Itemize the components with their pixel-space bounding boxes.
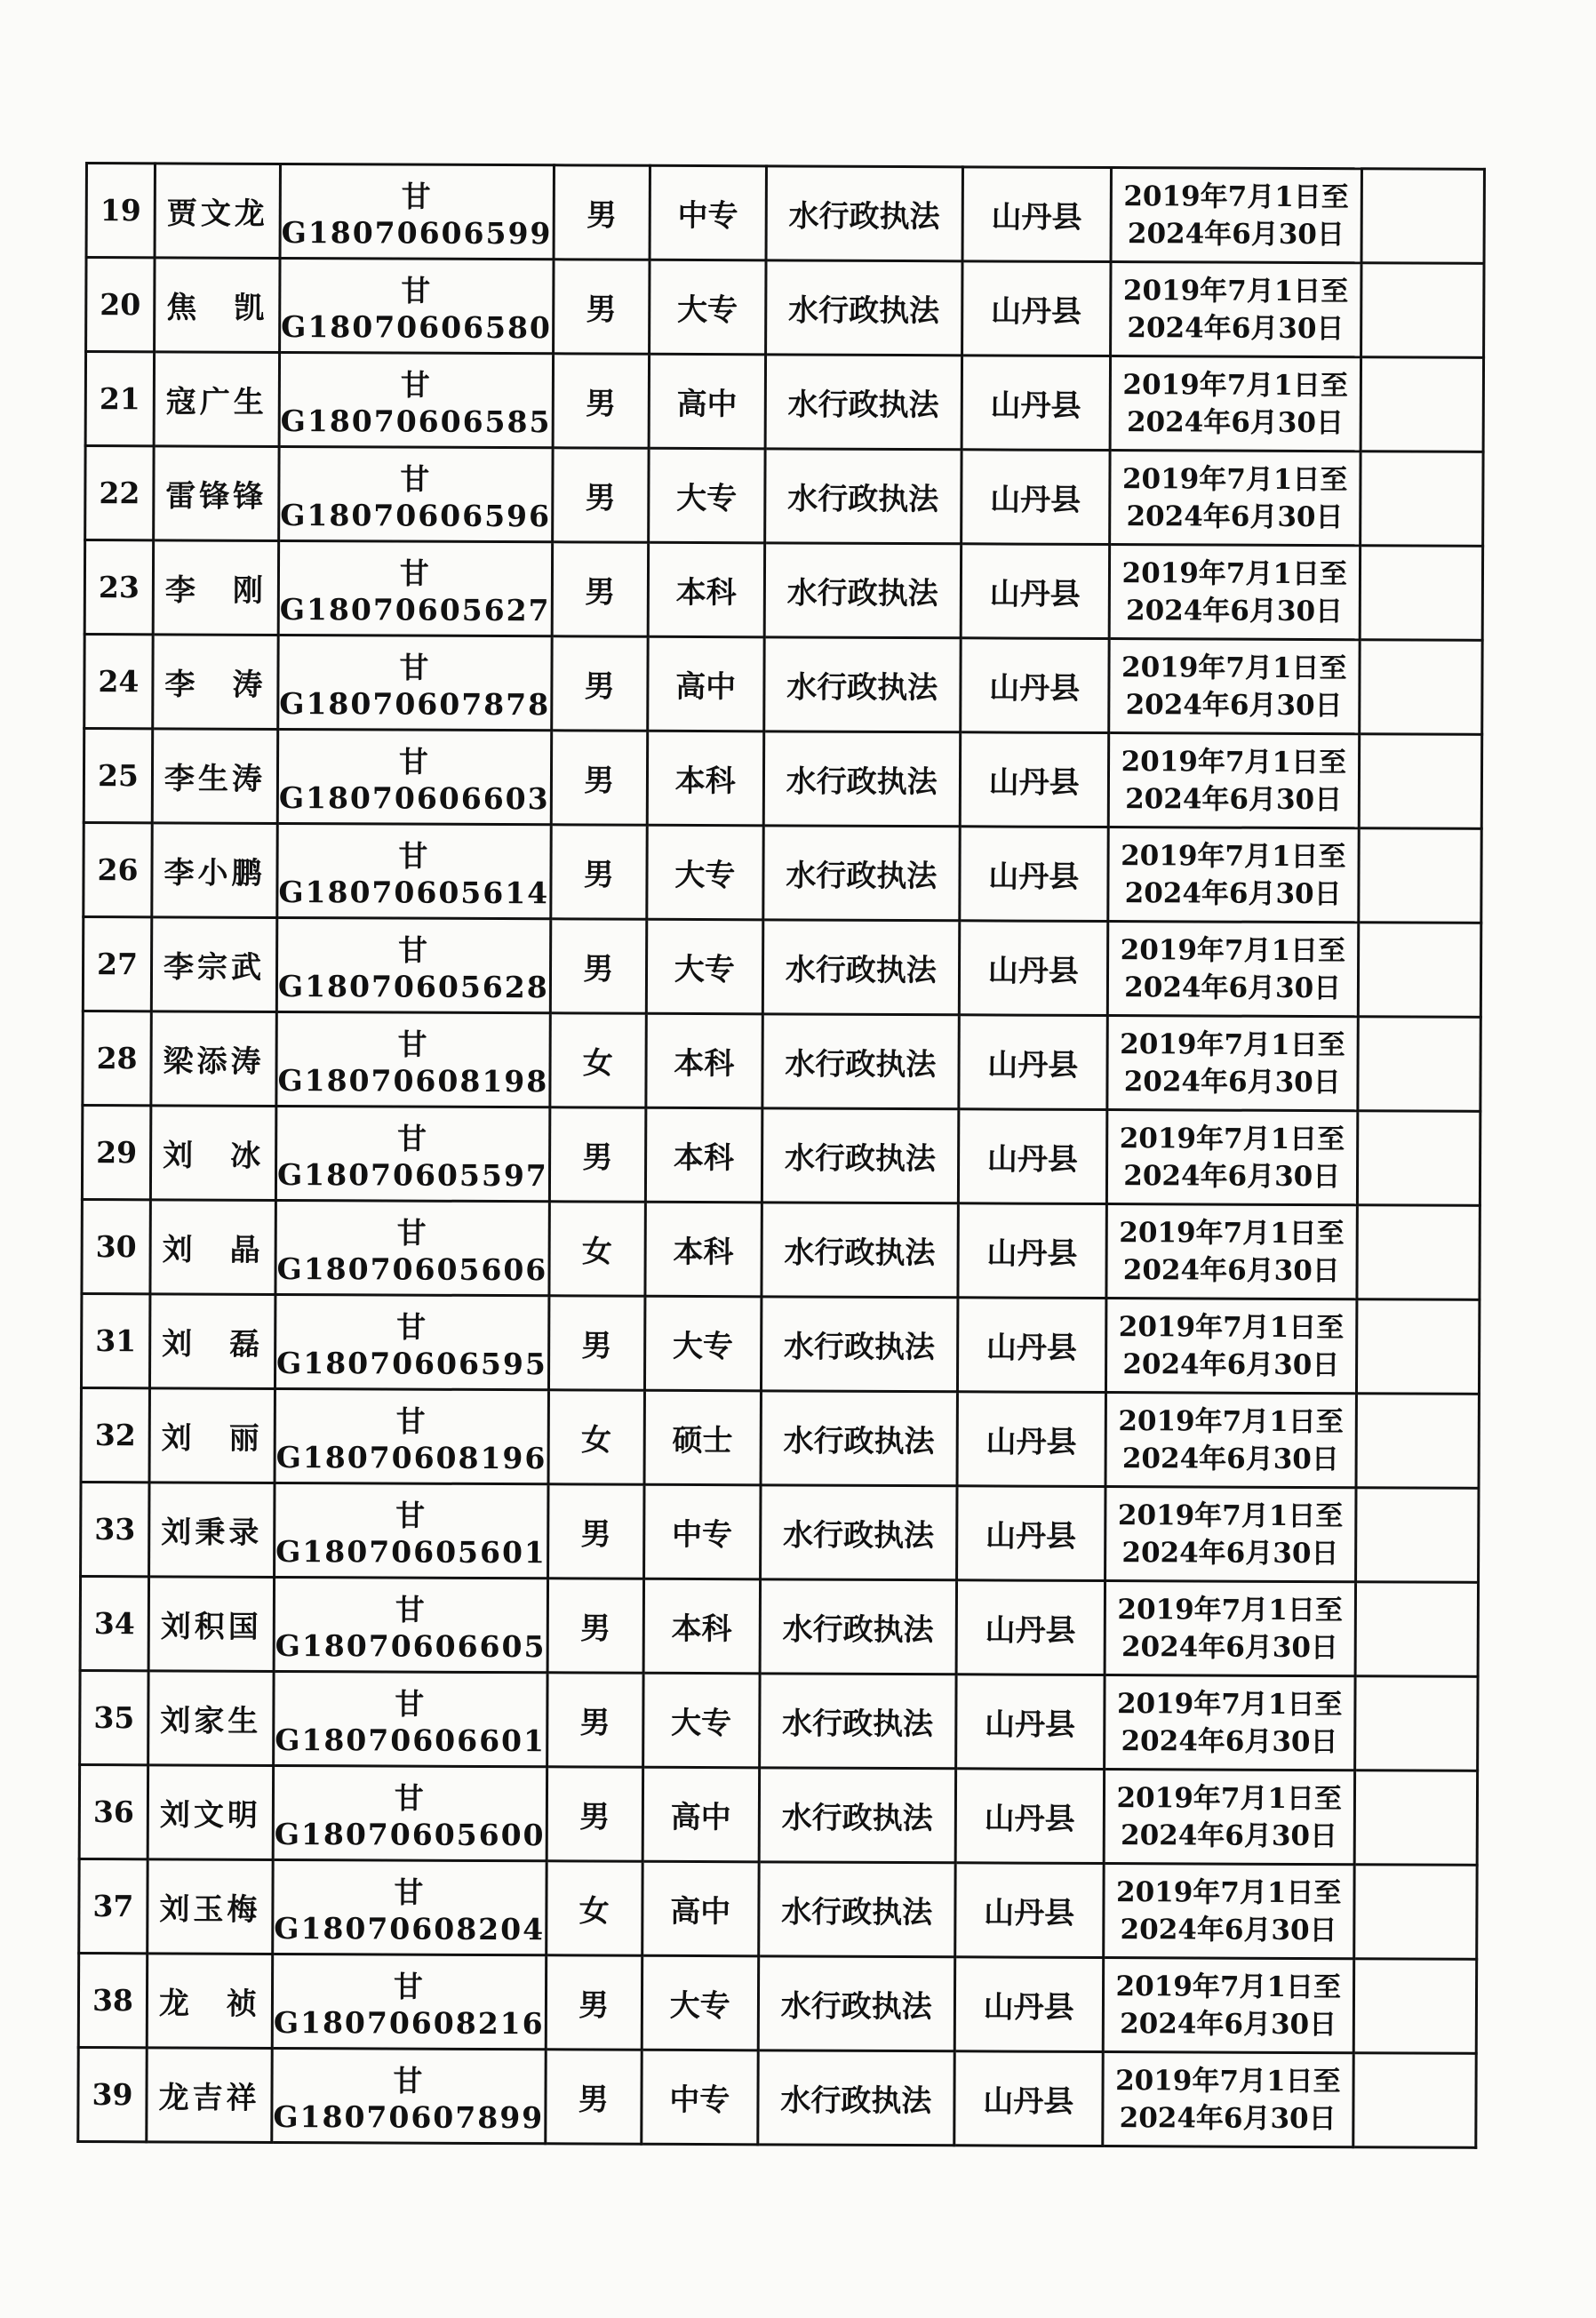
- validity-start: 2019年7月1日至: [1121, 556, 1348, 590]
- table-row: [82, 1199, 1480, 1299]
- validity-end: 2024年6月30日: [1119, 2101, 1337, 2135]
- education-cell: 本科: [645, 1107, 762, 1203]
- enforcement-type-cell: 水行政执法: [763, 731, 960, 827]
- name-cell: 刘 晶: [150, 1200, 275, 1295]
- region-cell: 山丹县: [954, 1863, 1103, 1958]
- validity-start: 2019年7月1日至: [1120, 1027, 1345, 1061]
- validity-end: 2024年6月30日: [1120, 1818, 1338, 1852]
- education-cell: 高中: [649, 354, 765, 449]
- table-row: [78, 1953, 1476, 2053]
- education-cell: 本科: [643, 1579, 760, 1674]
- validity-start: 2019年7月1日至: [1117, 1593, 1343, 1627]
- row-number: 33: [81, 1482, 149, 1576]
- region-cell: 山丹县: [955, 1769, 1104, 1864]
- certificate-number-cell: 甘G18070605600: [273, 1765, 547, 1860]
- name-cell: 龙吉祥: [147, 2048, 272, 2143]
- region-cell: 山丹县: [958, 1109, 1106, 1204]
- personnel-table: [76, 162, 1485, 2149]
- gender-cell: 男: [554, 165, 650, 260]
- region-cell: 山丹县: [956, 1486, 1105, 1581]
- certificate-number-cell: 甘G18070608198: [276, 1011, 550, 1107]
- validity-start: 2019年7月1日至: [1115, 1875, 1342, 1909]
- certificate-number-cell: 甘G18070606580: [280, 258, 554, 353]
- region-cell: 山丹县: [959, 921, 1107, 1016]
- education-cell: 高中: [642, 1767, 759, 1862]
- remarks-cell: [1360, 546, 1482, 641]
- education-cell: 大专: [644, 1296, 761, 1391]
- gender-cell: 男: [552, 542, 648, 636]
- validity-end: 2024年6月30日: [1122, 1253, 1340, 1287]
- remarks-cell: [1356, 1394, 1479, 1489]
- validity-period-cell: [1104, 1675, 1354, 1770]
- remarks-cell: [1359, 734, 1481, 829]
- certificate-number-cell: 甘G18070607899: [272, 2048, 546, 2143]
- certificate-number-cell: 甘G18070606596: [279, 446, 553, 541]
- validity-end: 2024年6月30日: [1123, 1159, 1341, 1193]
- validity-period-cell: [1106, 1110, 1357, 1205]
- validity-period-cell: [1110, 262, 1361, 357]
- enforcement-type-cell: 水行政执法: [762, 1203, 958, 1298]
- remarks-cell: [1361, 357, 1483, 452]
- region-cell: 山丹县: [954, 2051, 1103, 2146]
- region-cell: 山丹县: [960, 732, 1108, 827]
- gender-cell: 男: [547, 1673, 642, 1767]
- name-cell: 李 涛: [153, 635, 278, 730]
- education-cell: 中专: [642, 2050, 758, 2145]
- certificate-number-cell: 甘G18070607878: [278, 635, 552, 730]
- enforcement-type-cell: 水行政执法: [764, 449, 961, 544]
- row-number: 28: [83, 1011, 151, 1105]
- name-cell: 李小鹏: [152, 823, 277, 918]
- certificate-number-cell: 甘G18070608204: [273, 1859, 547, 1954]
- table-row: [80, 1576, 1478, 1676]
- remarks-cell: [1353, 2053, 1476, 2148]
- table-row: [84, 822, 1481, 923]
- validity-start: 2019年7月1日至: [1116, 1781, 1343, 1815]
- row-number: 31: [81, 1293, 149, 1387]
- validity-period-cell: [1105, 1393, 1356, 1488]
- certificate-number-cell: 甘G18070606605: [274, 1577, 547, 1672]
- name-cell: 刘 磊: [149, 1294, 275, 1389]
- name-cell: 刘文明: [148, 1765, 273, 1860]
- validity-period-cell: [1103, 2052, 1353, 2147]
- certificate-number-cell: 甘G18070605614: [277, 823, 551, 918]
- remarks-cell: [1357, 1111, 1480, 1206]
- education-cell: 本科: [648, 542, 764, 637]
- enforcement-type-cell: 水行政执法: [763, 826, 960, 921]
- certificate-number-cell: 甘G18070606595: [275, 1294, 548, 1389]
- validity-start: 2019年7月1日至: [1123, 180, 1349, 213]
- remarks-cell: [1353, 1865, 1476, 1960]
- enforcement-type-cell: 水行政执法: [765, 355, 962, 450]
- certificate-number-cell: 甘G18070606585: [279, 352, 553, 447]
- education-cell: 本科: [647, 731, 763, 826]
- gender-cell: 男: [551, 731, 647, 825]
- table-row: [84, 635, 1482, 735]
- remarks-cell: [1356, 1299, 1479, 1395]
- validity-end: 2024年6月30日: [1125, 688, 1343, 722]
- validity-end: 2024年6月30日: [1124, 971, 1342, 1004]
- gender-cell: 男: [551, 636, 647, 731]
- validity-period-cell: [1104, 1770, 1354, 1865]
- validity-period-cell: [1105, 1487, 1355, 1582]
- validity-end: 2024年6月30日: [1127, 217, 1345, 251]
- validity-end: 2024年6月30日: [1123, 1065, 1341, 1099]
- table-row: [84, 729, 1481, 829]
- validity-end: 2024年6月30日: [1121, 1442, 1339, 1475]
- enforcement-type-cell: 水行政执法: [759, 1674, 955, 1769]
- region-cell: 山丹县: [962, 356, 1110, 451]
- name-cell: 龙 祯: [147, 1954, 272, 2049]
- region-cell: 山丹县: [957, 1298, 1105, 1393]
- region-cell: 山丹县: [959, 1015, 1107, 1110]
- validity-period-cell: [1108, 639, 1359, 734]
- validity-start: 2019年7月1日至: [1122, 274, 1349, 308]
- enforcement-type-cell: 水行政执法: [758, 1956, 954, 2051]
- gender-cell: 男: [547, 1767, 642, 1861]
- remarks-cell: [1359, 640, 1481, 735]
- education-cell: 本科: [646, 1013, 762, 1108]
- gender-cell: 男: [550, 919, 646, 1013]
- certificate-number-cell: 甘G18070606603: [277, 729, 551, 824]
- region-cell: 山丹县: [960, 827, 1108, 922]
- validity-start: 2019年7月1日至: [1119, 1216, 1345, 1250]
- remarks-cell: [1359, 828, 1481, 923]
- table-row: [84, 540, 1482, 641]
- validity-start: 2019年7月1日至: [1115, 1970, 1342, 2003]
- gender-cell: 男: [548, 1296, 644, 1390]
- enforcement-type-cell: 水行政执法: [763, 637, 960, 732]
- validity-start: 2019年7月1日至: [1115, 2064, 1341, 2098]
- region-cell: 山丹县: [958, 1203, 1106, 1299]
- validity-period-cell: [1111, 168, 1361, 263]
- validity-end: 2024年6月30日: [1127, 311, 1345, 345]
- validity-period-cell: [1106, 1204, 1357, 1299]
- validity-start: 2019年7月1日至: [1116, 1687, 1343, 1721]
- enforcement-type-cell: 水行政执法: [761, 1391, 957, 1486]
- certificate-number-cell: 甘G18070605597: [275, 1106, 549, 1201]
- remarks-cell: [1361, 263, 1483, 358]
- row-number: 25: [84, 729, 152, 823]
- validity-start: 2019年7月1日至: [1119, 1122, 1345, 1155]
- name-cell: 贾文龙: [155, 164, 280, 259]
- gender-cell: 男: [547, 1579, 643, 1673]
- validity-period-cell: [1107, 1016, 1358, 1111]
- region-cell: 山丹县: [957, 1392, 1105, 1487]
- certificate-number-cell: 甘G18070606599: [280, 164, 554, 259]
- remarks-cell: [1358, 923, 1480, 1018]
- remarks-cell: [1355, 1582, 1478, 1677]
- gender-cell: 男: [553, 354, 649, 448]
- validity-end: 2024年6月30日: [1120, 2007, 1337, 2041]
- enforcement-type-cell: 水行政执法: [766, 166, 962, 261]
- region-cell: 山丹县: [956, 1580, 1105, 1675]
- name-cell: 刘玉梅: [148, 1859, 273, 1954]
- education-cell: 高中: [647, 636, 763, 731]
- validity-period-cell: [1105, 1581, 1355, 1676]
- row-number: 34: [80, 1576, 148, 1670]
- validity-end: 2024年6月30日: [1124, 876, 1342, 910]
- validity-start: 2019年7月1日至: [1121, 462, 1348, 496]
- education-cell: 大专: [647, 825, 763, 920]
- name-cell: 李 刚: [153, 540, 278, 635]
- enforcement-type-cell: 水行政执法: [764, 543, 961, 638]
- education-cell: 高中: [642, 1861, 758, 1956]
- table-row: [78, 2047, 1476, 2147]
- region-cell: 山丹县: [955, 1675, 1104, 1770]
- education-cell: 本科: [645, 1202, 762, 1297]
- validity-start: 2019年7月1日至: [1117, 1499, 1344, 1532]
- table-row: [81, 1387, 1479, 1488]
- validity-start: 2019年7月1日至: [1121, 745, 1347, 779]
- row-number: 37: [79, 1858, 148, 1953]
- table-row: [85, 352, 1483, 452]
- validity-end: 2024年6月30日: [1125, 594, 1344, 627]
- gender-cell: 男: [547, 1484, 643, 1579]
- table-row: [86, 258, 1484, 358]
- education-cell: 大专: [642, 1955, 758, 2050]
- table-row: [81, 1293, 1479, 1394]
- row-number: 30: [82, 1199, 150, 1293]
- validity-start: 2019年7月1日至: [1122, 368, 1348, 402]
- enforcement-type-cell: 水行政执法: [761, 1297, 957, 1392]
- certificate-number-cell: 甘G18070605628: [276, 917, 550, 1012]
- validity-period-cell: [1103, 1958, 1353, 2053]
- name-cell: 刘家生: [148, 1671, 274, 1766]
- certificate-number-cell: 甘G18070608216: [272, 1954, 546, 2049]
- validity-period-cell: [1109, 451, 1360, 546]
- validity-end: 2024年6月30日: [1120, 1913, 1337, 1946]
- enforcement-type-cell: 水行政执法: [758, 1862, 954, 1957]
- table-row: [86, 164, 1484, 264]
- education-cell: 大专: [648, 448, 764, 543]
- row-number: 36: [79, 1764, 148, 1858]
- validity-end: 2024年6月30日: [1121, 1630, 1339, 1664]
- row-number: 26: [84, 822, 152, 916]
- enforcement-type-cell: 水行政执法: [760, 1485, 956, 1580]
- row-number: 32: [81, 1387, 149, 1482]
- name-cell: 李生涛: [152, 729, 277, 824]
- certificate-number-cell: 甘G18070605601: [275, 1483, 548, 1578]
- validity-end: 2024年6月30日: [1126, 405, 1345, 439]
- name-cell: 刘秉录: [149, 1483, 275, 1578]
- row-number: 29: [82, 1105, 150, 1199]
- remarks-cell: [1354, 1676, 1477, 1771]
- education-cell: 大专: [642, 1673, 759, 1768]
- validity-start: 2019年7月1日至: [1121, 839, 1346, 873]
- gender-cell: 男: [552, 448, 648, 542]
- row-number: 27: [83, 916, 151, 1011]
- enforcement-type-cell: 水行政执法: [762, 1014, 959, 1109]
- table-row: [85, 446, 1483, 547]
- validity-end: 2024年6月30日: [1126, 500, 1344, 533]
- remarks-cell: [1357, 1205, 1480, 1300]
- table-row: [83, 916, 1480, 1017]
- validity-period-cell: [1103, 1864, 1353, 1959]
- remarks-cell: [1358, 1017, 1480, 1112]
- name-cell: 梁添涛: [151, 1011, 276, 1107]
- certificate-number-cell: 甘G18070605627: [278, 540, 552, 635]
- row-number: 35: [80, 1670, 148, 1764]
- certificate-number-cell: 甘G18070606601: [274, 1671, 547, 1766]
- enforcement-type-cell: 水行政执法: [765, 260, 962, 356]
- name-cell: 雷锋锋: [154, 446, 279, 541]
- education-cell: 大专: [646, 919, 762, 1014]
- validity-start: 2019年7月1日至: [1121, 651, 1347, 684]
- education-cell: 中专: [643, 1484, 760, 1579]
- validity-period-cell: [1107, 922, 1358, 1017]
- table-row: [79, 1858, 1477, 1959]
- validity-start: 2019年7月1日至: [1118, 1310, 1345, 1344]
- row-number: 39: [78, 2047, 147, 2141]
- enforcement-type-cell: 水行政执法: [760, 1579, 956, 1675]
- gender-cell: 男: [553, 260, 649, 354]
- remarks-cell: [1361, 169, 1484, 264]
- table-row: [82, 1105, 1480, 1205]
- region-cell: 山丹县: [954, 1957, 1103, 2052]
- gender-cell: 男: [546, 2050, 642, 2144]
- validity-end: 2024年6月30日: [1121, 1724, 1338, 1758]
- row-number: 20: [86, 258, 155, 352]
- table-row: [80, 1670, 1478, 1770]
- row-number: 22: [85, 446, 154, 540]
- region-cell: 山丹县: [960, 638, 1108, 733]
- region-cell: 山丹县: [962, 167, 1111, 262]
- name-cell: 李宗武: [151, 917, 276, 1012]
- education-cell: 中专: [650, 165, 766, 260]
- remarks-cell: [1360, 452, 1482, 547]
- validity-period-cell: [1110, 356, 1361, 452]
- enforcement-type-cell: 水行政执法: [762, 920, 959, 1015]
- remarks-cell: [1353, 1959, 1476, 2054]
- row-number: 24: [84, 635, 153, 729]
- validity-start: 2019年7月1日至: [1120, 933, 1346, 967]
- gender-cell: 女: [549, 1202, 645, 1296]
- gender-cell: 女: [546, 1861, 642, 1955]
- remarks-cell: [1354, 1770, 1477, 1866]
- enforcement-type-cell: 水行政执法: [759, 1768, 955, 1863]
- row-number: 23: [84, 540, 153, 635]
- table-row: [79, 1764, 1477, 1865]
- region-cell: 山丹县: [961, 450, 1109, 545]
- table-row: [81, 1482, 1479, 1582]
- enforcement-type-cell: 水行政执法: [762, 1108, 958, 1203]
- name-cell: 刘 冰: [150, 1106, 275, 1201]
- certificate-number-cell: 甘G18070605606: [275, 1200, 549, 1295]
- region-cell: 山丹县: [961, 544, 1109, 639]
- row-number: 21: [85, 352, 154, 446]
- table-row: [83, 1011, 1480, 1111]
- name-cell: 刘积国: [148, 1577, 274, 1672]
- validity-end: 2024年6月30日: [1122, 1347, 1340, 1381]
- name-cell: 焦 凯: [155, 258, 280, 353]
- name-cell: 寇广生: [154, 352, 279, 447]
- validity-period-cell: [1108, 733, 1359, 828]
- education-cell: 硕士: [644, 1390, 761, 1485]
- row-number: 19: [86, 164, 155, 258]
- validity-period-cell: [1105, 1299, 1356, 1394]
- gender-cell: 男: [551, 825, 647, 919]
- region-cell: 山丹县: [962, 261, 1110, 356]
- gender-cell: 男: [549, 1107, 645, 1202]
- validity-start: 2019年7月1日至: [1118, 1404, 1344, 1438]
- gender-cell: 女: [548, 1390, 644, 1484]
- education-cell: 大专: [649, 260, 765, 355]
- gender-cell: 女: [550, 1013, 646, 1107]
- remarks-cell: [1355, 1488, 1478, 1583]
- gender-cell: 男: [546, 1955, 642, 2050]
- validity-end: 2024年6月30日: [1125, 782, 1343, 816]
- validity-period-cell: [1109, 545, 1360, 640]
- enforcement-type-cell: 水行政执法: [758, 2050, 954, 2146]
- certificate-number-cell: 甘G18070608196: [275, 1388, 548, 1483]
- validity-period-cell: [1108, 827, 1359, 923]
- row-number: 38: [78, 1953, 147, 2047]
- validity-end: 2024年6月30日: [1121, 1536, 1339, 1570]
- name-cell: 刘 丽: [149, 1388, 275, 1483]
